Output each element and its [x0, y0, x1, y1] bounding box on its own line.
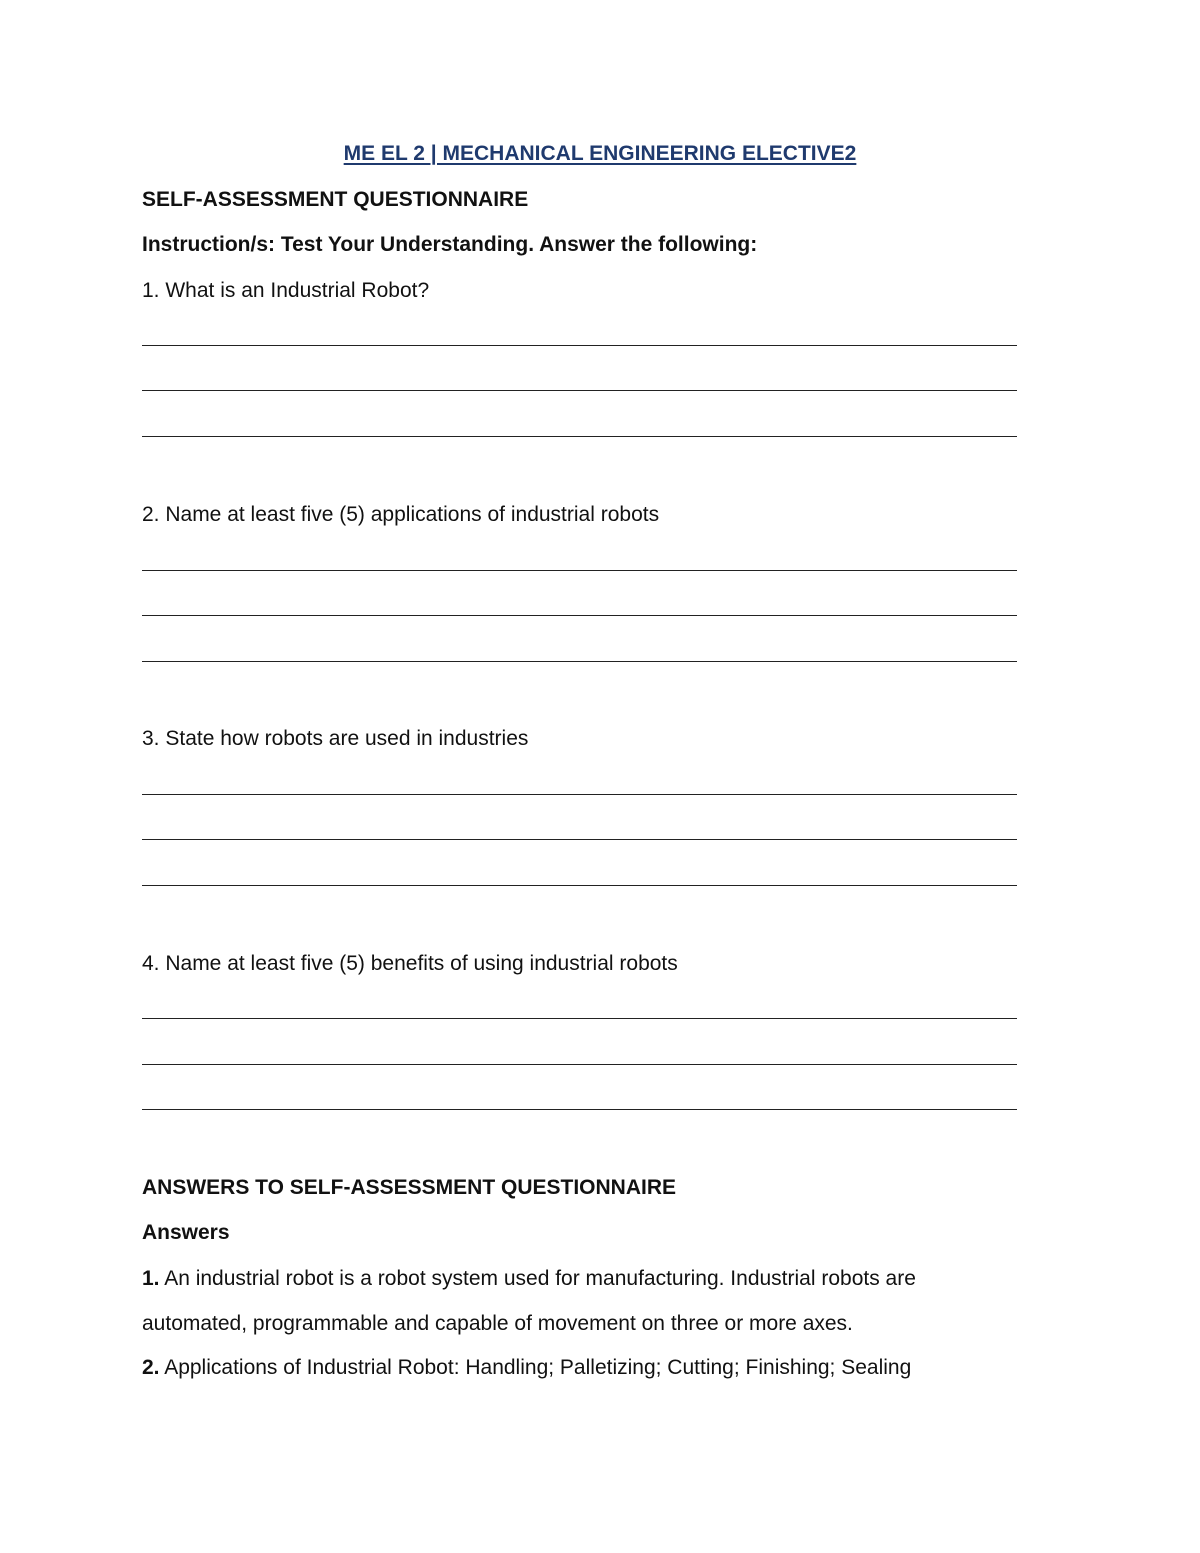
answer-line[interactable]: [142, 1064, 1017, 1065]
answer-1-line-2: automated, programmable and capable of movement on three or more axes.: [142, 1312, 853, 1335]
answers-heading: ANSWERS TO SELF-ASSESSMENT QUESTIONNAIRE: [142, 1176, 676, 1199]
answer-line[interactable]: [142, 345, 1017, 346]
answer-2-text: Applications of Industrial Robot: Handling; Palletizing; Cutting; Finishing; Sealing: [159, 1356, 912, 1379]
answers-label: Answers: [142, 1221, 230, 1244]
section-heading: SELF-ASSESSMENT QUESTIONNAIRE: [142, 188, 529, 211]
question-3: 3. State how robots are used in industries: [142, 727, 529, 750]
instruction-text: Instruction/s: Test Your Understanding. Answer the following:: [142, 233, 758, 256]
document-title: ME EL 2 | MECHANICAL ENGINEERING ELECTIVE2: [343, 142, 857, 165]
answer-line[interactable]: [142, 885, 1017, 886]
answer-line[interactable]: [142, 570, 1017, 571]
answer-line[interactable]: [142, 436, 1017, 437]
answer-line[interactable]: [142, 390, 1017, 391]
answer-1-number: 1.: [142, 1267, 160, 1290]
answer-line[interactable]: [142, 839, 1017, 840]
answer-line[interactable]: [142, 1109, 1017, 1110]
question-2: 2. Name at least five (5) applications of industrial robots: [142, 503, 660, 526]
answer-line[interactable]: [142, 661, 1017, 662]
answer-line[interactable]: [142, 615, 1017, 616]
question-4: 4. Name at least five (5) benefits of using industrial robots: [142, 952, 678, 975]
answer-2-line-1: [142, 1356, 911, 1380]
answer-line[interactable]: [142, 794, 1017, 795]
answer-line[interactable]: [142, 1018, 1017, 1019]
question-1: 1. What is an Industrial Robot?: [142, 279, 430, 302]
answer-2-number: 2.: [142, 1356, 160, 1379]
answer-1-line-1: [142, 1267, 916, 1291]
answer-1-text: An industrial robot is a robot system used for manufacturing. Industrial robots are: [159, 1267, 916, 1290]
